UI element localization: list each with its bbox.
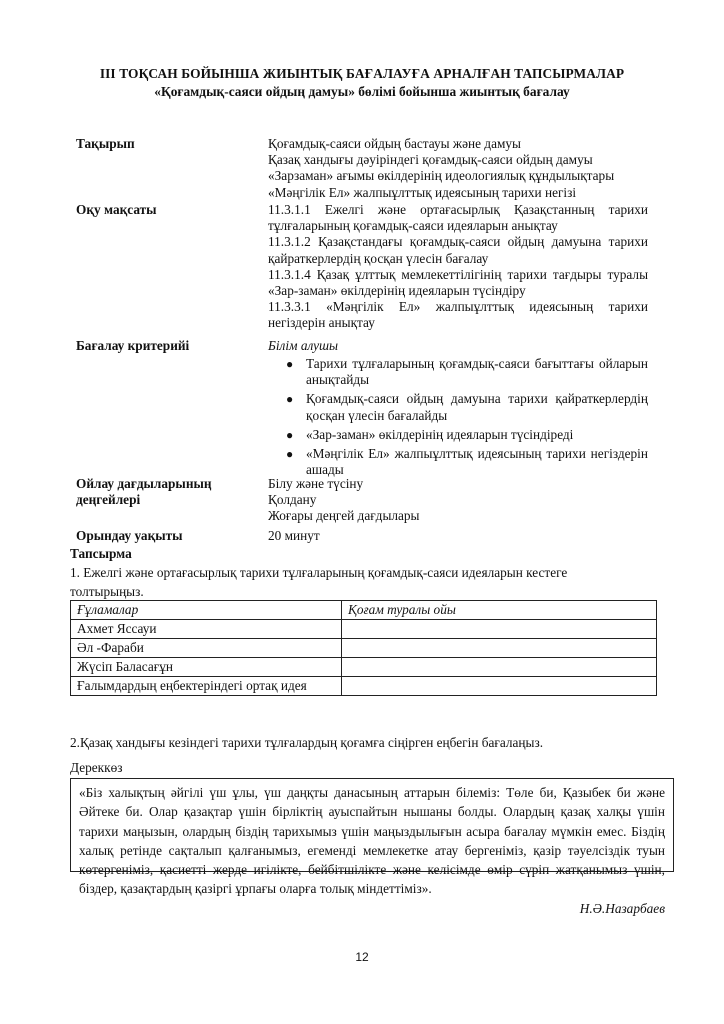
- criteria-item: [268, 446, 648, 478]
- page-number: 12: [355, 950, 369, 964]
- bullet-icon: ●: [286, 427, 294, 442]
- question-1-line: толтырыңыз.: [70, 584, 144, 599]
- criteria-item: [268, 356, 648, 388]
- source-quote-text: «Біз халықтың әйгілі үш ұлы, үш даңқты данасының аттарын білеміз: Төле би, Қазыбек би және Әйтеке би. Олар қазақтар үшін бірліктің ауыспайтын нышаны болды. Олардың қазақ халқы үшін тарихи маңызын, олардың біздің тарихымыз үшін маңыздылығын асыра бағалау мүмкін емес. Біздің халық ретінде сақталып қалғанымыз, егеменді мемлекетке атау бергеніміз, қазір тәуелсіздік туын көтергеніміз, қасиетті жерде игілікте, бейбітшілікте және келісімде өмір сүріп жатқанымыз үшін, біздер, қазақтардың қазіргі ұрпағы оларға толық міндеттіміз».: [79, 785, 665, 897]
- topic-line: «Мәңгілік Ел» жалпыұлттық идеясының тарихи негізі: [268, 184, 577, 200]
- table-cell-answer[interactable]: [342, 677, 657, 696]
- table-cell-name: Жүсіп Баласағұн: [71, 658, 342, 677]
- criteria-text: Қоғамдық-саяси ойдың дамуына тарихи қайраткерлердің қосқан үлесін бағалайды: [306, 391, 648, 423]
- criteria-text: «Мәңгілік Ел» жалпыұлттық идеясының тарихи негіздерін ашады: [306, 446, 648, 478]
- topic-values: [268, 136, 648, 201]
- question-1-line: 1. Ежелгі және ортағасырлық тарихи тұлғаларының қоғамдық-саяси идеяларын кестеге: [70, 565, 568, 580]
- thinking-level: Қолдану: [268, 492, 317, 508]
- table-cell-answer[interactable]: [342, 620, 657, 639]
- source-quote-box: [70, 778, 674, 916]
- criteria-text: «Зар-заман» өкілдерінің идеяларын түсіндіреді: [306, 426, 574, 442]
- time-value: 20 минут: [268, 528, 320, 543]
- thinking-levels: [268, 476, 648, 525]
- topic-line: Қазақ хандығы дәуіріндегі қоғамдық-саяси ойдың дамуы: [268, 152, 593, 168]
- table-row: [71, 677, 657, 696]
- thinking-label-line: Ойлау дағдыларының: [76, 476, 212, 491]
- thinking-label: [76, 476, 212, 508]
- criteria-item: [268, 391, 648, 423]
- criteria-list: [268, 356, 648, 481]
- criteria-item: [268, 427, 648, 443]
- thinking-level: Білу және түсіну: [268, 476, 364, 491]
- table-cell-answer[interactable]: [342, 639, 657, 658]
- thinking-level: Жоғары деңгей дағдылары: [268, 508, 420, 524]
- bullet-icon: ●: [286, 447, 294, 462]
- task-heading: Тапсырма: [70, 546, 132, 561]
- source-quote-author: Н.Ә.Назарбаев: [579, 900, 665, 916]
- document-subtitle: «Қоғамдық-саяси ойдың дамуы» бөлімі бойынша жиынтық бағалау: [154, 84, 570, 99]
- topic-label: Тақырып: [76, 136, 135, 151]
- table-row: [71, 639, 657, 658]
- time-label: Орындау уақыты: [76, 528, 183, 543]
- question-1: [70, 563, 660, 601]
- objective-item: 11.3.3.1 «Мәңгілік Ел» жалпыұлттық идеясының тарихи негіздерін анықтау: [268, 299, 648, 331]
- table-row: [71, 620, 657, 639]
- table-row: [71, 658, 657, 677]
- objectives-label: Оқу мақсаты: [76, 202, 157, 217]
- source-heading: Дереккөз: [70, 760, 123, 775]
- objective-item: 11.3.1.1 Ежелгі және ортағасырлық Қазақстанның тарихи тұлғаларының қоғамдық-саяси идеяларын анықтау: [268, 202, 648, 234]
- table-cell-name: Ғалымдардың еңбектеріндегі ортақ идея: [71, 677, 342, 696]
- scholars-table: [70, 600, 657, 696]
- table-cell-name: Ахмет Яссауи: [71, 620, 342, 639]
- table-cell-name: Әл -Фараби: [71, 639, 342, 658]
- table-header-ideas: Қоғам туралы ойы: [342, 601, 657, 620]
- thinking-label-line: деңгейлері: [76, 492, 141, 507]
- topic-line: Қоғамдық-саяси ойдың бастауы және дамуы: [268, 136, 521, 151]
- table-header-scholars: Ғұламалар: [71, 601, 342, 620]
- question-2: 2.Қазақ хандығы кезіндегі тарихи тұлғалардың қоғамға сіңірген еңбегін бағалаңыз.: [70, 735, 544, 750]
- topic-line: «Зарзаман» ағымы өкілдерінің идеологиялық құндылықтары: [268, 168, 615, 184]
- document-title: III ТОҚСАН БОЙЫНША ЖИЫНТЫҚ БАҒАЛАУҒА АРНАЛҒАН ТАПСЫРМАЛАР: [99, 66, 625, 81]
- table-cell-answer[interactable]: [342, 658, 657, 677]
- objectives-values: [268, 202, 648, 332]
- bullet-icon: ●: [286, 357, 294, 371]
- criteria-label: Бағалау критерийі: [76, 338, 190, 353]
- table-header-row: [71, 601, 657, 620]
- bullet-icon: ●: [286, 392, 294, 407]
- criteria-text: Тарихи тұлғаларының қоғамдық-саяси бағыттағы ойларын анықтайды: [306, 356, 648, 388]
- objective-item: 11.3.1.2 Қазақстандағы қоғамдық-саяси ойдың дамуына тарихи қайраткерлердің қосқан үлесін бағалау: [268, 234, 648, 266]
- criteria-intro: Білім алушы: [268, 338, 339, 353]
- objective-item: 11.3.1.4 Қазақ ұлттық мемлекеттілігінің тарихи тағдыры туралы «Зар-заман» өкілдерінің идеяларын түсіндіру: [268, 266, 648, 299]
